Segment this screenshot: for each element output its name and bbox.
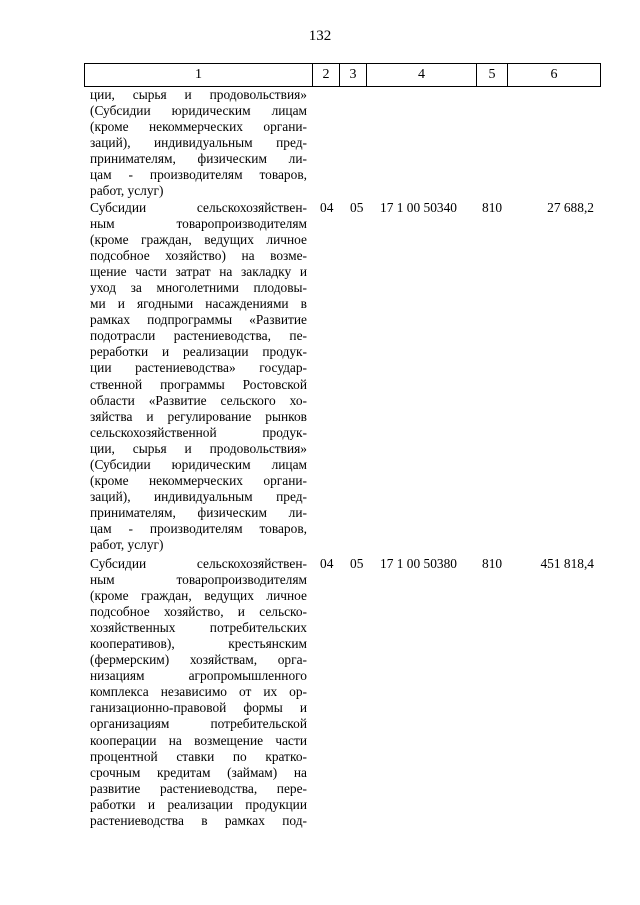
row-0-line: (кроме некоммерческих органи- xyxy=(90,119,307,135)
row-1-line: принимателям, физическим ли- xyxy=(90,504,307,520)
row-1-line: щение части затрат на закладку и xyxy=(90,264,307,280)
row-1-amount: 27 688,2 xyxy=(547,200,594,215)
row-2-expense-type: 810 xyxy=(482,556,503,571)
row-1-line: Субсидии сельскохозяйствен- xyxy=(90,200,307,215)
header-cell-3: 3 xyxy=(340,64,367,86)
row-2-subsection-code: 05 xyxy=(350,556,364,571)
row-1-line: подотрасли растениеводства, пе- xyxy=(90,328,307,344)
row-1-section-code: 04 xyxy=(320,200,334,215)
header-cell-4: 4 xyxy=(367,64,477,86)
row-1-line: (кроме некоммерческих органи- xyxy=(90,472,307,488)
row-1-expense-type: 810 xyxy=(482,200,503,215)
row-0-line: работ, услуг) xyxy=(90,183,164,199)
row-2-line: организациям потребительской xyxy=(90,716,307,732)
row-2-line: комплекса независимо от их ор- xyxy=(90,684,307,700)
row-1-line: ным товаропроизводителям xyxy=(90,216,307,232)
row-1-line: заций), индивидуальным пред- xyxy=(90,488,307,504)
row-0-line: цам - производителям товаров, xyxy=(90,167,307,183)
row-2-line: ным товаропроизводителям xyxy=(90,572,307,588)
row-2-target-code: 17 1 00 50380 xyxy=(380,556,457,571)
row-1-line: зяйства и регулирование рынков xyxy=(90,408,307,424)
row-1-line: работ, услуг) xyxy=(90,536,164,552)
row-1-line: (кроме граждан, ведущих личное xyxy=(90,232,307,248)
row-0-description xyxy=(90,87,307,199)
row-1-line: (Субсидии юридическим лицам xyxy=(90,456,307,472)
row-1-line: уход за многолетними плодовы- xyxy=(90,280,307,296)
row-0-line: ции, сырья и продовольствия» xyxy=(90,87,307,102)
row-2-line: подсобное хозяйство, и сельско- xyxy=(90,604,307,620)
header-cell-2: 2 xyxy=(313,64,340,86)
row-1-line: ми и ягодными насаждениями в xyxy=(90,296,307,312)
row-0-line: заций), индивидуальным пред- xyxy=(90,135,307,151)
row-1-line: ции, сырья и продовольствия» xyxy=(90,440,307,456)
row-2-line: Субсидии сельскохозяйствен- xyxy=(90,556,307,571)
row-2-line: (фермерским) хозяйствам, орга- xyxy=(90,652,307,668)
row-1-line: сельскохозяйственной продук- xyxy=(90,424,307,440)
page-number: 132 xyxy=(308,28,332,44)
row-2-line: низациям агропромышленного xyxy=(90,668,307,684)
row-0-line: принимателям, физическим ли- xyxy=(90,151,307,167)
row-1-line: реработки и реализации продук- xyxy=(90,344,307,360)
row-2-line: развитие растениеводства, пере- xyxy=(90,780,307,796)
header-cell-6: 6 xyxy=(550,67,558,82)
row-1-line: области «Развитие сельского хо- xyxy=(90,392,307,408)
header-cell-1: 1 xyxy=(85,64,313,86)
row-2-line: (кроме граждан, ведущих личное xyxy=(90,588,307,604)
row-2-line: процентной ставки по кратко- xyxy=(90,748,307,764)
table-header-row xyxy=(84,63,601,87)
row-2-line: срочным кредитам (займам) на xyxy=(90,764,307,780)
row-2-line: хозяйственных потребительских xyxy=(90,620,307,636)
row-2-amount: 451 818,4 xyxy=(540,556,594,571)
row-2-line: работки и реализации продукции xyxy=(90,796,307,812)
row-1-line: рамках подпрограммы «Развитие xyxy=(90,312,307,328)
row-2-line: ганизационно-правовой формы и xyxy=(90,700,307,716)
row-2-description xyxy=(90,556,307,829)
row-2-section-code: 04 xyxy=(320,556,334,571)
row-2-line: растениеводства в рамках под- xyxy=(90,812,307,828)
row-1-line: ции растениеводства» государ- xyxy=(90,360,307,376)
row-0-line: (Субсидии юридическим лицам xyxy=(90,103,307,119)
row-1-line: цам - производителям товаров, xyxy=(90,520,307,536)
row-1-line: ственной программы Ростовской xyxy=(90,376,307,392)
row-2-line: кооперации на возмещение части xyxy=(90,732,307,748)
row-1-line: подсобное хозяйство) на возме- xyxy=(90,248,307,264)
header-cell-5: 5 xyxy=(477,64,508,86)
row-1-description xyxy=(90,200,307,553)
row-1-subsection-code: 05 xyxy=(350,200,364,215)
row-2-line: кооперативов), крестьянским xyxy=(90,636,307,652)
row-1-target-code: 17 1 00 50340 xyxy=(380,200,457,215)
